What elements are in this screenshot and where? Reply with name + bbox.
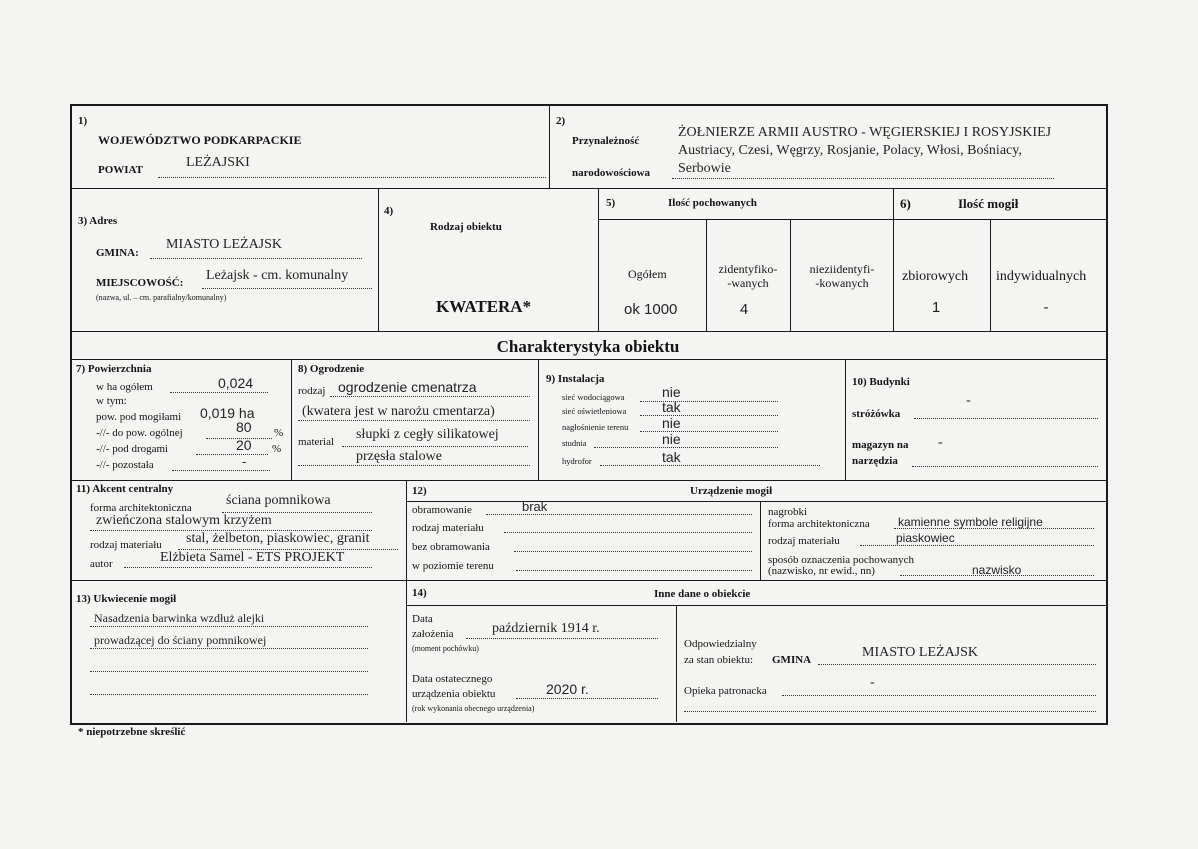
identified-value: 4 [739,301,749,318]
section-2-number: 2) [556,115,566,127]
divider [790,219,791,332]
water-label: sieć wodociągowa [562,392,625,402]
hydrophore-value: tak [662,449,681,465]
divider [406,605,1106,606]
collective-label: zbiorowych [902,269,969,284]
graves-count-label: Ilość mogił [958,196,1019,211]
dotted-line [196,454,268,455]
well-value: nie [662,431,681,447]
nationality-label: narodowościowa [572,167,651,179]
arrangement-label: urządzenia obiektu [412,688,496,700]
ground-level-label: w poziomie terenu [412,560,494,572]
tomb-form-value: kamienne symbole religijne [898,515,1043,529]
object-type-label: Rodzaj obiektu [430,221,502,233]
dotted-line [172,470,270,471]
dotted-line [298,465,530,466]
sound-value: nie [662,415,681,431]
divider [378,188,379,332]
lighting-label: sieć oświetleniowa [562,406,627,416]
dotted-line [640,415,778,416]
locality-value: Leżajsk - cm. komunalny [206,268,349,283]
gmina-value: MIASTO LEŻAJSK [166,237,283,252]
date-label: Data [412,613,433,625]
responsible-label-1: Odpowiedzialny [684,638,757,650]
section-6-number: 6) [900,196,911,211]
dotted-line [516,570,752,571]
buildings-label: 10) Budynki [852,376,910,388]
dotted-line [640,431,778,432]
fence-material-value-2: przęsła stalowe [356,449,442,464]
footnote: * niepotrzebne skreślić [78,726,186,738]
fence-material-label: material [298,436,335,448]
no-border-label: bez obramowania [412,541,490,553]
locality-note: (nazwa, ul. – cm. parafialny/komunalny) [96,293,227,302]
section-1-number: 1) [78,115,88,127]
graves-area-value: 0,019 ha [200,405,255,421]
dotted-line [640,401,778,402]
fence-material-value: słupki z cegły silikatowej [356,427,499,442]
dotted-line [912,466,1098,467]
flowers-line-1: Nasadzenia barwinka wzdłuż alejki [94,611,265,625]
including-label: w tym: [96,395,127,407]
dotted-line [150,258,362,259]
dotted-line [298,420,530,421]
central-accent-label: 11) Akcent centralny [76,483,174,495]
object-type-value: KWATERA* [436,297,532,316]
responsible-gmina-label: GMINA [772,654,812,666]
dotted-line [90,694,368,695]
arch-form-value-2: zwieńczona stalowym krzyżem [96,513,272,528]
arch-form-value: ściana pomnikowa [226,493,331,508]
dotted-line [600,465,820,466]
tomb-material-label: rodzaj materiału [768,535,840,547]
dotted-line [90,671,368,672]
individual-value: - [1043,299,1049,316]
dotted-line [860,545,1094,546]
installation-label: 9) Instalacja [546,373,605,385]
total-ha-value: 0,024 [218,375,254,391]
total-label: Ogółem [628,267,667,281]
fence-label: 8) Ogrodzenie [298,363,365,375]
unidentified-label-2: -kowanych [815,276,869,290]
divider [70,359,1106,360]
characteristics-heading: Charakterystyka obiektu [496,337,680,356]
affiliation-line-2: Austriacy, Czesi, Węgrzy, Rosjanie, Polacy, Włosi, Bośniacy, [678,143,1022,158]
tomb-form-label: forma architektoniczna [768,518,870,530]
flowers-label: 13) Ukwiecenie mogił [76,593,177,605]
divider [893,188,894,332]
dotted-line [90,648,368,649]
dotted-line [594,447,778,448]
dotted-line [170,392,268,393]
burial-moment-note: (moment pochówku) [412,644,479,653]
flowers-line-2: prowadzącej do ściany pomnikowej [94,633,267,647]
responsible-label-2: za stan obiektu: [684,654,754,666]
divider [549,104,550,189]
dotted-line [342,446,528,447]
final-date-label: Data ostatecznego [412,673,493,685]
tombstones-label: nagrobki [768,506,808,518]
fence-type-label: rodzaj [298,385,326,397]
address-label: 3) Adres [78,215,118,227]
dotted-line [516,698,658,699]
dotted-line [158,177,546,178]
affiliation-label: Przynależność [572,135,640,147]
divider [70,480,1106,481]
of-total-label: -//- do pow. ogólnej [96,427,183,439]
dotted-line [672,178,1054,179]
fence-type-value-2: (kwatera jest w narożu cmentarza) [302,404,495,419]
hydrophore-label: hydrofor [562,456,592,466]
tool-shed-label-2: narzędzia [852,455,898,467]
divider [406,501,1106,502]
powiat-label: POWIAT [98,164,144,176]
unidentified-label-1: nieziidentyfi- [809,262,875,276]
divider [70,331,1106,332]
section-5-number: 5) [606,197,616,209]
tool-shed-label-1: magazyn na [852,439,909,451]
fence-type-value: ogrodzenie cmenatrza [338,379,477,395]
divider [706,219,707,332]
remaining-label: -//- pozostała [96,459,154,471]
marking-label-2: (nazwisko, nr ewid., nn) [768,565,875,577]
well-label: studnia [562,438,587,448]
divider [406,480,407,722]
grave-design-label: Urządzenie mogił [690,485,773,497]
dotted-line [514,551,752,552]
founding-label: założenia [412,628,454,640]
border-value: brak [522,499,548,514]
dotted-line [466,638,658,639]
individual-label: indywidualnych [996,269,1087,284]
tomb-material-value: piaskowiec [896,531,955,545]
divider [70,188,1106,189]
divider [845,359,846,481]
dotted-line [818,664,1096,665]
lighting-value: tak [662,399,681,415]
divider [598,188,599,332]
powiat-value: LEŻAJSKI [186,155,250,170]
collective-value: 1 [931,299,941,316]
arch-form-label: forma architektoniczna [90,502,192,514]
dotted-line [202,288,372,289]
divider [291,359,292,481]
buried-count-label: Ilość pochowanych [668,197,757,209]
locality-label: MIEJSCOWOŚĆ: [96,277,184,289]
accent-material-value: stal, żelbeton, piaskowiec, granit [186,531,370,546]
total-ha-label: w ha ogółem [96,381,153,393]
divider [760,501,761,581]
section-12-number: 12) [412,485,427,497]
remaining-value: - [242,454,247,469]
roads-label: -//- pod drogami [96,443,169,455]
author-value: Elżbieta Samel - ETS PROJEKT [160,550,345,565]
guardhouse-value: - [966,393,971,408]
divider [70,580,1106,581]
other-data-label: Inne dane o obiekcie [654,588,751,600]
dotted-line [782,695,1096,696]
roads-value: 20 [236,437,252,453]
water-value: nie [662,384,681,400]
graves-area-label: pow. pod mogiłami [96,411,182,423]
section-14-number: 14) [412,587,427,599]
dotted-line [90,626,368,627]
divider [598,219,1106,220]
responsible-value: MIASTO LEŻAJSK [862,645,979,660]
section-4-number: 4) [384,205,394,217]
affiliation-line-1: ŻOŁNIERZE ARMII AUSTRO - WĘGIERSKIEJ I ROSYJSKIEJ [678,125,1052,140]
dotted-line [124,567,372,568]
border-material-label: rodzaj materiału [412,522,484,534]
percent-sign: % [274,427,284,439]
dotted-line [330,396,530,397]
total-value: ok 1000 [624,301,678,318]
marking-label-1: sposób oznaczenia pochowanych [768,554,915,566]
dotted-line [914,418,1098,419]
guardhouse-label: stróżówka [852,408,901,420]
of-total-value: 80 [236,419,252,435]
percent-sign: % [272,443,282,455]
gmina-label: GMINA: [96,247,139,259]
voivodeship-label: WOJEWÓDZTWO PODKARPACKIE [98,133,302,147]
affiliation-line-3: Serbowie [678,161,731,176]
identified-label-1: zidentyfiko- [718,262,778,276]
patronage-value: - [870,675,875,690]
identified-label-2: -wanych [727,276,769,290]
dotted-line [684,711,1096,712]
border-label: obramowanie [412,504,472,516]
sound-label: nagłośnienie terenu [562,422,629,432]
divider [990,219,991,332]
arrangement-note: (rok wykonania obecnego urządzenia) [412,704,535,713]
accent-material-label: rodzaj materiału [90,539,162,551]
divider [538,359,539,481]
founding-value: październik 1914 r. [492,621,600,636]
divider [676,605,677,722]
dotted-line [486,514,752,515]
patronage-label: Opieka patronacka [684,685,767,697]
author-label: autor [90,558,113,570]
arrangement-value: 2020 r. [546,681,589,697]
area-label: 7) Powierzchnia [76,363,152,375]
marking-value: nazwisko [972,563,1022,577]
dotted-line [504,532,752,533]
tool-shed-value: - [938,435,943,450]
